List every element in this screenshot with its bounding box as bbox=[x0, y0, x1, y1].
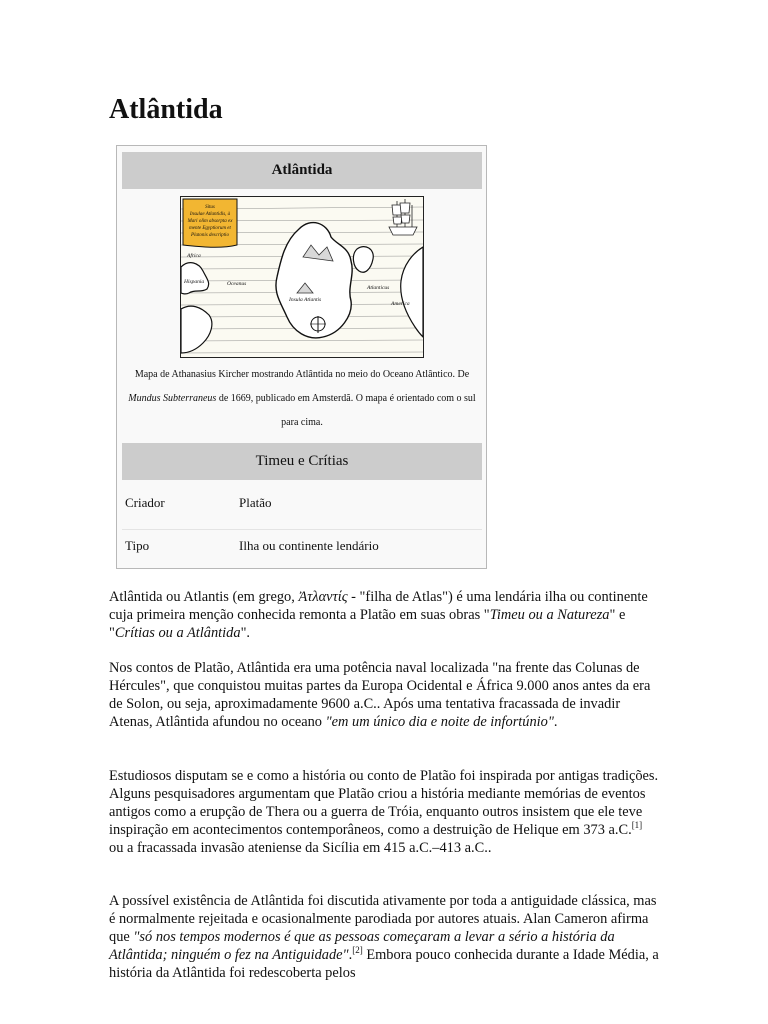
text-run: ou a fracassada invasão ateniense da Sicília em 415 a.C.–413 a.C.. bbox=[109, 840, 492, 856]
infobox bbox=[116, 145, 487, 569]
text-run: . bbox=[553, 714, 558, 730]
text-run: " e " bbox=[109, 607, 626, 641]
paragraph-estudiosos bbox=[109, 767, 659, 857]
italic-title: Timeu ou a Natureza bbox=[489, 607, 610, 623]
infobox-subheader: Timeu e Crítias bbox=[122, 443, 482, 480]
text-run: - "filha de Atlas") é uma lendária ilha ou continente cuja primeira menção conhecida remonta a Platão em suas obras " bbox=[109, 589, 648, 623]
italic-quote: "só nos tempos modernos é que as pessoas começaram a levar a sério a história da Atlântida; ninguém o fez na Antiguidade" bbox=[109, 929, 615, 963]
map-label-insula: Insula Atlantis bbox=[289, 297, 322, 303]
infobox-value: Platão bbox=[239, 495, 272, 510]
text-run: . bbox=[348, 947, 353, 963]
map-cartouche-line: Insulae Atlantidis, à bbox=[189, 212, 231, 217]
map-label-america: America bbox=[391, 301, 410, 307]
text-run: Estudiosos disputam se e como a história ou conto de Platão foi inspirada por antigas tradições. Alguns pesquisadores argumentam que Platão criou a história mediante memórias de eventos antigos como a erupção de Thera ou a guerra de Tróia, enquanto outros insistem que ele teve inspiração em acontecimentos contemporâneos, como a destruição de Helique em 373 a.C. bbox=[109, 768, 659, 838]
italic-quote: "em um único dia e noite de infortúnio" bbox=[325, 714, 554, 730]
text-run: Nos contos de Platão, Atlântida era uma potência naval localizada "na frente das Colunas de Hércules", que conquistou muitas partes da Europa Ocidental e África 9.000 anos antes da era de Solon, ou seja, aproximadamente 9600 a.C.. Após uma tentativa fracassada de invadir Atenas, Atlântida afundou no oceano bbox=[109, 660, 651, 730]
text-run: Embora pouco conhecida durante a Idade Média, a história da Atlântida foi redescoberta pelos bbox=[109, 947, 659, 981]
infobox-header: Atlântida bbox=[122, 152, 482, 189]
text-run: A possível existência de Atlântida foi discutida ativamente por toda a antiguidade clássica, mas é normalmente rejeitada e ocasionalmente parodiada por autores atuais. Alan Cameron afirma que bbox=[109, 893, 657, 945]
infobox-label: Tipo bbox=[125, 538, 150, 553]
map-label-hispania: Hispania bbox=[184, 279, 205, 285]
page-title: Atlântida bbox=[109, 94, 223, 125]
row-divider bbox=[122, 529, 482, 530]
caption-text: Mapa de Athanasius Kircher mostrando Atlântida no meio do Oceano Atlântico. De bbox=[134, 369, 470, 380]
text-run: Atlântida ou Atlantis (em grego, bbox=[109, 589, 299, 605]
infobox-value: Ilha ou continente lendário bbox=[239, 538, 379, 553]
paragraph-existencia bbox=[109, 892, 659, 982]
map-label-atlanticus: Atlanticus bbox=[367, 285, 390, 291]
text-run: ". bbox=[240, 625, 251, 641]
map-cartouche-line: Platonis descriptio bbox=[191, 233, 229, 238]
caption-book-title: Mundus Subterraneus bbox=[128, 393, 217, 404]
caption-text: de 1669, publicado em Amsterdã. O mapa é orientado com o sul para cima. bbox=[216, 393, 476, 428]
paragraph-intro bbox=[109, 588, 659, 642]
greek-term: Ἀτλαντίς bbox=[298, 589, 348, 605]
italic-title: Crítias ou a Atlântida bbox=[114, 625, 241, 641]
map-cartouche-line: Situs bbox=[205, 205, 215, 210]
reference-link[interactable]: [2] bbox=[352, 945, 363, 956]
infobox-label: Criador bbox=[125, 495, 165, 510]
map-caption bbox=[127, 363, 477, 435]
paragraph-platao bbox=[109, 659, 659, 731]
map-cartouche-line: Mari olim absorpta ex bbox=[187, 219, 233, 224]
atlantis-map-image bbox=[180, 196, 424, 358]
reference-link[interactable]: [1] bbox=[631, 820, 643, 831]
map-label-oceanus: Oceanus bbox=[227, 281, 247, 287]
map-cartouche-line: mente Egyptiorum et bbox=[189, 226, 231, 231]
map-label-africa: Africa bbox=[187, 253, 201, 259]
